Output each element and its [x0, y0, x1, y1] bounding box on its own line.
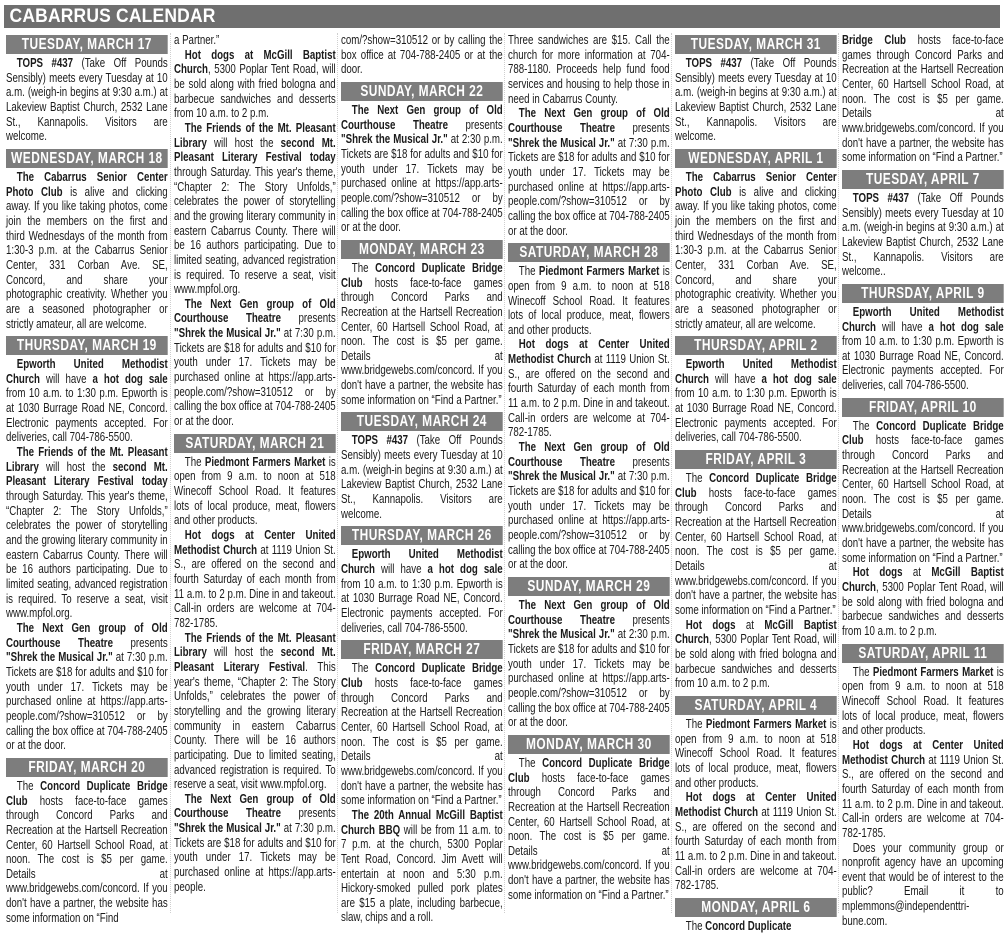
event-text: will be from 11 a.m. to 7 p.m. at the church, 5300 Poplar Tent Road, Concord. Jim Avett will entertain at noon and 5:30 p.m. Hickory-smoked pulled pork plates are $15 a plate, including barbecue, slaw, chips and a roll. [341, 822, 503, 925]
date-heading: THURSDAY, APRIL 2 [675, 336, 837, 355]
event-name: "Shrek the Musical Jr." [508, 469, 615, 484]
event-name: "Shrek the Musical Jr." [174, 326, 281, 341]
event-text: will have [39, 371, 93, 386]
event-listing [842, 33, 1004, 165]
event-name: Hot dogs at Center United Methodist Church [508, 337, 670, 367]
event-listing [6, 357, 168, 445]
calendar-column [842, 33, 1004, 928]
event-listing [508, 756, 670, 903]
date-heading: TUESDAY, MARCH 24 [341, 412, 503, 431]
event-text: presents [280, 806, 336, 821]
event-name: second Mt. Pleasant Literary Festival today [6, 459, 168, 489]
event-text: The [685, 918, 706, 933]
event-name: TOPS #437 [16, 56, 74, 70]
event-listing [6, 170, 168, 331]
event-listing [842, 665, 1004, 738]
event-text: hosts face-to-face games through Concord Parks and Recreation at the Hartsell Recreation Center, 60 Hartsell School Road, at noon. The cost is $5 per game. Details at www.bridgewebs.com/concord. If you don't have a partner, the website has some information on “Find a Partner.” [675, 485, 837, 617]
event-listing [174, 528, 336, 631]
date-heading: MONDAY, MARCH 23 [341, 240, 503, 259]
column-divider [337, 33, 338, 913]
date-heading: TUESDAY, APRIL 7 [842, 170, 1004, 189]
event-text: at [902, 565, 932, 580]
event-listing [174, 297, 336, 429]
event-text: from 10 a.m. to 1:30 p.m. Epworth is at 1030 Burrage Road NE, Concord. Electronic payments accepted. For deliveries, call 704-786-5500. [6, 386, 168, 445]
event-text: , 5300 Poplar Tent Road, will be sold along with fried bologna and barbecue sandwiches and desserts from 10 a.m. to 2 p.m. [174, 62, 336, 121]
date-heading: FRIDAY, MARCH 20 [6, 758, 168, 777]
column-divider [504, 33, 505, 913]
date-heading: SATURDAY, MARCH 21 [174, 434, 336, 453]
event-name: The Next Gen group of Old Courthouse Theatre [341, 102, 503, 132]
event-name: Bridge Club [842, 33, 906, 47]
event-text: The [685, 716, 706, 731]
event-listing [508, 337, 670, 440]
event-name: TOPS #437 [351, 433, 409, 448]
calendar-column [174, 33, 336, 917]
date-heading: FRIDAY, MARCH 27 [341, 640, 503, 659]
event-text: will have [708, 371, 762, 386]
event-text: from 10 a.m. to 1:30 p.m. Epworth is at 1030 Burrage Road NE, Concord. Electronic payments accepted. For deliveries, call 704-786-5500. [675, 386, 837, 445]
event-text: Does your community group or nonprofit agency have an upcoming event that would be of interest to the public? Email it to mplemmons@independenttribune.com. [842, 840, 1004, 928]
event-text: through Saturday. This year's theme, “Chapter 2: The Story Unfolds,” celebrates the power of storytelling and the growing literary community in eastern Cabarrus County. There will be 16 authors participating. Due to limited seating, advanced registration is required. To reserve a seat, visit www.mpfol.org. [6, 489, 168, 621]
event-text: hosts face-to-face games through Concord Parks and Recreation at the Hartsell Recreation Center, 60 Hartsell School Road, at noon. The cost is $5 per game. Details at www.bridgewebs.com/concord. If you don't have a partner, the website has some information on “Find a Partner.” [842, 433, 1004, 565]
date-heading: SUNDAY, MARCH 29 [508, 577, 670, 596]
event-text: . This year's theme, “Chapter 2: The Story Unfolds,” celebrates the power of storytelling and the growing literary community in eastern Cabarrus County. There will be 16 authors participating. Due to limited seating, advanced registration is required. To reserve a seat, visit www.mpfol.org. [174, 659, 336, 792]
event-text: through Saturday. This year's theme, “Chapter 2: The Story Unfolds,” celebrates the power of storytelling and the growing literary community in eastern Cabarrus County. There will be 16 authors participating. Due to limited seating, advanced registration is required. To reserve a seat, visit www.mpfol.org. [174, 164, 336, 297]
date-heading: FRIDAY, APRIL 3 [675, 450, 837, 469]
event-text: hosts face-to-face games through Concord Parks and Recreation at the Hartsell Recreation Center, 60 Hartsell School Road, at noon. The cost is $5 per game. Details at www.bridgewebs.com/concord. If you don't have a partner, the website has some information on “Find a Partner.” [508, 770, 670, 902]
event-listing [508, 264, 670, 337]
event-listing [675, 790, 837, 893]
event-text: at 7:30 p.m. Tickets are $18 for adults and $10 for youth under 17. Tickets may be purchased online at https://app.arts-people.com/?show=310512 or by calling the box office at 704-788-2405 or at the door. [174, 326, 336, 429]
event-listing [174, 455, 336, 528]
event-listing [6, 445, 168, 621]
event-text: from 10 a.m. to 1:30 p.m. Epworth is at 1030 Burrage Road NE, Concord. Electronic payments accepted. For deliveries, call 704-786-5500. [341, 576, 503, 635]
event-listing [6, 621, 168, 753]
column-divider [671, 33, 672, 913]
event-text: will have [374, 562, 428, 577]
event-listing [675, 56, 837, 144]
column-divider [838, 33, 839, 913]
event-listing [675, 170, 837, 331]
event-listing [842, 565, 1004, 638]
event-text: at [735, 617, 765, 632]
event-name: "Shrek the Musical Jr." [6, 650, 113, 665]
event-name: The Next Gen group of Old Courthouse Theatre [174, 791, 336, 821]
event-text: (Take Off Pounds Sensibly) meets every Tuesday at 10 a.m. (weigh-in begins at 9:30 a.m.) at Lakeview Baptist Church, 2532 Lane St., Kannapolis. Visitors are welcome. [6, 56, 168, 144]
event-text: will host the [206, 645, 281, 660]
event-text: is alive and clicking away. If you like taking photos, come join the members on the first and third Wednesdays of the month from 1:30-3 p.m. at the Cabarrus Senior Center, 331 Corban Ave. SE, Concord, and share your photographic creativity. Whether you are a seasoned photographer or strictly amateur, all are welcome. [675, 184, 837, 331]
event-text: hosts face-to-face games through Concord Parks and Recreation at the Hartsell Recreation Center, 60 Hartsell School Road, at noon. The cost is $5 per game. Details at www.bridgewebs.com/concord. If you don't have a partner, the website has some information on “Find a Partner.” [341, 275, 503, 407]
date-heading: WEDNESDAY, MARCH 18 [6, 149, 168, 168]
event-text: (Take Off Pounds Sensibly) meets every Tuesday at 10 a.m. (weigh-in begins at 9:30 a.m.) at Lakeview Baptist Church, 2532 Lane St., Kannapolis. Visitors are welcome.. [842, 190, 1004, 279]
event-name: The Friends of the Mt. Pleasant Library [174, 120, 336, 150]
event-text: a Partner.” [174, 33, 220, 47]
event-name: a hot dog sale [761, 371, 837, 386]
event-text: presents [112, 635, 168, 650]
date-heading: THURSDAY, MARCH 26 [341, 526, 503, 545]
event-text: at 7:30 p.m. Tickets are $18 for adults and $10 for youth under 17. Tickets may be purchased online at https://app.arts-people.com/?show=310512 or by calling the box office at 704-788-2405 or at the door. [508, 469, 670, 572]
event-text: is open from 9 a.m. to noon at 518 Winecoff School Road. It features lots of local produce, meat, flowers and other products. [675, 716, 837, 790]
event-text: The [685, 471, 710, 486]
event-text: is open from 9 a.m. to noon at 518 Winecoff School Road. It features lots of local produce, meat, flowers and other products. [174, 454, 336, 528]
event-name: "Shrek the Musical Jr." [508, 135, 615, 150]
event-name: second Mt. Pleasant Literary Festival today [174, 135, 336, 165]
event-listing [842, 738, 1004, 841]
event-name: The Friends of the Mt. Pleasant Library [6, 445, 168, 474]
event-name: The 20th Annual McGill Baptist Church BBQ [341, 807, 503, 837]
event-listing [174, 33, 336, 48]
event-text: hosts face-to-face games through Concord Parks and Recreation at the Hartsell Recreation Center, 60 Hartsell School Road, at noon. The cost is $5 per game. Details at www.bridgewebs.com/concord. If you don't have a partner, the website has some information on “Find a Partner.” [341, 675, 503, 808]
event-name: Concord Duplicate Bridge Club [842, 418, 1004, 448]
event-text: at 2:30 p.m. Tickets are $18 for adults and $10 for youth under 17. Tickets may be purchased online at https://app.arts-people.com/?show=310512 or by calling the box office at 704-788-2405 or at the door. [341, 132, 503, 235]
event-listing [508, 440, 670, 572]
event-text: The [184, 454, 205, 469]
event-listing [508, 106, 670, 238]
event-name: Hot dogs [852, 565, 903, 580]
page-title: CABARRUS CALENDAR [9, 6, 216, 27]
event-text: is open from 9 a.m. to noon at 518 Winecoff School Road. It features lots of local produce, meat, flowers and other products. [508, 264, 670, 337]
event-listing [341, 433, 503, 521]
event-text: , 5300 Poplar Tent Road, will be sold along with fried bologna and barbecue sandwiches and desserts from 10 a.m. to 2 p.m. [842, 580, 1004, 638]
event-listing [174, 792, 336, 895]
event-name: The Cabarrus Senior Center Photo Club [675, 169, 837, 199]
event-text: com/?show=310512 or by calling the box office at 704-788-2405 or at the door. [341, 33, 503, 77]
event-listing [341, 261, 503, 408]
event-name: Piedmont Farmers Market [705, 716, 827, 731]
event-name: McGill Baptist Church [675, 617, 837, 647]
event-name: a hot dog sale [427, 562, 503, 577]
event-text: at 1119 Union St. S., are offered on the second and fourth Saturday of each month from 11 a.m. to 2 p.m. Dine in and takeout. Call-in orders are welcome at 704-782-1785. [174, 542, 336, 630]
event-text: at 1119 Union St. S., are offered on the second and fourth Saturday of each month from 11 a.m. to 2 p.m. Dine in and takeout. Call-in orders are welcome at 704-782-1785. [842, 752, 1004, 840]
event-text: The [16, 778, 41, 793]
event-text: (Take Off Pounds Sensibly) meets every Tuesday at 10 a.m. (weigh-in begins at 9:30 a.m.) at Lakeview Baptist Church, 2532 Lane St., Kannapolis. Visitors are welcome. [675, 56, 837, 144]
event-name: "Shrek the Musical Jr." [174, 821, 281, 836]
event-text: presents [614, 120, 670, 135]
event-name: The Next Gen group of Old Courthouse Theatre [508, 106, 670, 135]
event-name: TOPS #437 [685, 56, 743, 70]
date-heading: WEDNESDAY, APRIL 1 [675, 149, 837, 168]
date-heading: TUESDAY, MARCH 31 [675, 35, 837, 54]
event-text: presents [614, 454, 670, 469]
event-listing [6, 56, 168, 144]
event-name: The Next Gen group of Old Courthouse Theatre [508, 440, 670, 469]
event-listing [675, 471, 837, 618]
event-listing [341, 547, 503, 635]
event-listing [341, 661, 503, 808]
date-heading: SATURDAY, APRIL 4 [675, 696, 837, 715]
event-text: , 5300 Poplar Tent Road, will be sold along with fried bologna and barbecue sandwiches and desserts from 10 a.m. to 2 p.m. [675, 632, 837, 691]
event-name: second Mt. Pleasant Literary Festival [174, 645, 336, 674]
date-heading: TUESDAY, MARCH 17 [6, 35, 168, 54]
event-text: at 2:30 p.m. Tickets are $18 for adults and $10 for youth under 17. Tickets may be purchased online at https://app.arts-people.com/?show=310512 or by calling the box office at 704-788-2405 or at the door. [508, 627, 670, 730]
event-name: Piedmont Farmers Market [538, 264, 660, 279]
event-text: at 7:30 p.m. Tickets are $18 for adults and $10 for youth under 17. Tickets may be purchased online at https://app.arts-people.com/?show=310512 or by calling the box office at 704-788-2405 or at the door. [6, 650, 168, 753]
event-text: at 7:30 p.m. Tickets are $18 for adults and $10 for youth under 17. Tickets may be purchased online at https://app.arts-people.com/?show=310512 or by calling the box office at 704-788-2405 or at the door. [508, 135, 670, 238]
event-text: presents [447, 117, 503, 132]
event-text: will host the [38, 459, 113, 474]
event-name: Concord Duplicate Bridge Club [675, 471, 837, 500]
calendar-column [341, 33, 503, 925]
event-name: a hot dog sale [928, 319, 1004, 334]
event-name: The Friends of the Mt. Pleasant Library [174, 630, 336, 660]
event-text: The [852, 418, 877, 433]
event-listing [508, 33, 670, 106]
event-name: Epworth United Methodist Church [341, 547, 503, 577]
event-listing [842, 841, 1004, 929]
event-text: at 7:30 p.m. Tickets are $18 for adults and $10 for youth under 17. Tickets may be purchased online at https://app.arts-people. [174, 821, 336, 894]
event-name: Epworth United Methodist Church [675, 357, 837, 386]
event-name: Piedmont Farmers Market [204, 454, 326, 469]
event-name: The Next Gen group of Old Courthouse Theatre [508, 597, 670, 627]
event-name: Hot dogs [685, 617, 736, 632]
date-heading: THURSDAY, APRIL 9 [842, 284, 1004, 303]
event-name: The Next Gen group of Old Courthouse Theatre [6, 620, 168, 650]
event-text: The [518, 755, 543, 770]
event-name: Piedmont Farmers Market [872, 664, 994, 679]
event-name: Concord Duplicate Bridge Club [341, 260, 503, 290]
date-heading: SUNDAY, MARCH 22 [341, 82, 503, 101]
event-name: Hot dogs at McGill Baptist Church [174, 47, 336, 77]
event-listing [842, 305, 1004, 393]
event-text: at 1119 Union St. S., are offered on the second and fourth Saturday of each month from 11 a.m. to 2 p.m. Dine in and takeout. Call-in orders are welcome at 704-782-1785. [508, 352, 670, 440]
calendar-column [675, 33, 837, 933]
calendar-column [508, 33, 670, 917]
event-listing [842, 191, 1004, 279]
event-name: Concord Duplicate Bridge Club [341, 661, 503, 690]
event-name: Epworth United Methodist Church [842, 304, 1004, 334]
event-listing [174, 121, 336, 297]
event-text: from 10 a.m. to 1:30 p.m. Epworth is at 1030 Burrage Road NE, Concord. Electronic payments accepted. For deliveries, call 704-786-5500. [842, 334, 1004, 393]
event-text: will host the [206, 135, 281, 150]
event-listing [675, 717, 837, 790]
column-divider [170, 33, 171, 913]
event-listing [508, 598, 670, 730]
date-heading: MONDAY, APRIL 6 [675, 898, 837, 917]
event-text: The [852, 664, 873, 679]
calendar-title-bar [4, 5, 1000, 28]
event-name: a hot dog sale [92, 371, 168, 386]
event-text: The [351, 260, 376, 275]
event-name: McGill Baptist Church [842, 565, 1004, 594]
event-name: TOPS #437 [852, 190, 910, 205]
event-name: "Shrek the Musical Jr." [508, 627, 615, 642]
event-text: hosts face-to-face games through Concord Parks and Recreation at the Hartsell Recreation Center, 60 Hartsell School Road, at noon. The cost is $5 per game. Details at www.bridgewebs.com/concord. If you don't have a partner, the website has some information on “Find [6, 793, 168, 925]
event-text: at 1119 Union St. S., are offered on the second and fourth Saturday of each month from 11 a.m. to 2 p.m. Dine in and takeout. Call-in orders are welcome at 704-782-1785. [675, 804, 837, 893]
event-text: will have [875, 319, 929, 334]
event-text: (Take Off Pounds Sensibly) meets every Tuesday at 10 a.m. (weigh-in begins at 9:30 a.m.) at Lakeview Baptist Church, 2532 Lane St., Kannapolis. Visitors are welcome. [341, 433, 503, 521]
event-name: The Cabarrus Senior Center Photo Club [6, 169, 168, 199]
event-listing [842, 419, 1004, 566]
event-text: The [351, 661, 376, 676]
event-name: Hot dogs at Center United Methodist Church [174, 528, 336, 557]
event-listing [675, 357, 837, 445]
event-text: The [518, 264, 539, 279]
event-name: Epworth United Methodist Church [6, 357, 168, 386]
event-name: Concord Duplicate Bridge Club [6, 778, 168, 808]
event-text: presents [280, 311, 336, 326]
calendar-column [6, 33, 168, 925]
event-listing [174, 48, 336, 121]
date-heading: MONDAY, MARCH 30 [508, 735, 670, 754]
event-listing [675, 618, 837, 691]
event-name: The Next Gen group of Old Courthouse Theatre [174, 296, 336, 326]
event-text: is alive and clicking away. If you like taking photos, come join the members on the first and third Wednesdays of the month from 1:30-3 p.m. at the Cabarrus Senior Center, 331 Corban Ave. SE, Concord, and share your photographic creativity. Whether you are a seasoned photographer or strictly amateur, all are welcome. [6, 184, 168, 331]
event-listing [675, 919, 837, 933]
event-name: Concord Duplicate [705, 918, 792, 933]
event-text: is open from 9 a.m. to noon at 518 Winecoff School Road. It features lots of local produce, meat, flowers and other products. [842, 664, 1004, 738]
event-name: "Shrek the Musical Jr." [341, 132, 448, 147]
event-name: Hot dogs at Center United Methodist Church [842, 737, 1004, 767]
event-listing [174, 631, 336, 792]
date-heading: SATURDAY, APRIL 11 [842, 644, 1004, 663]
event-listing [6, 779, 168, 926]
event-text: hosts face-to-face games through Concord Parks and Recreation at the Hartsell Recreation Center, 60 Hartsell School Road, at noon. The cost is $5 per game. Details at www.bridgewebs.com/concord. If you don't have a partner, the website has some information on “Find a Partner.” [842, 33, 1004, 165]
event-name: Concord Duplicate Bridge Club [508, 755, 670, 785]
event-text: Three sandwiches are $15. Call the church for more information at 704-788-1180. Proceeds help fund food services and housing to help those in need in Cabarrus County. [508, 33, 670, 106]
date-heading: SATURDAY, MARCH 28 [508, 243, 670, 262]
date-heading: FRIDAY, APRIL 10 [842, 398, 1004, 417]
event-listing [341, 103, 503, 235]
date-heading: THURSDAY, MARCH 19 [6, 336, 168, 355]
event-listing [341, 808, 503, 925]
event-text: presents [614, 612, 670, 627]
event-listing [341, 33, 503, 77]
event-name: Hot dogs at Center United Methodist Church [675, 790, 837, 819]
